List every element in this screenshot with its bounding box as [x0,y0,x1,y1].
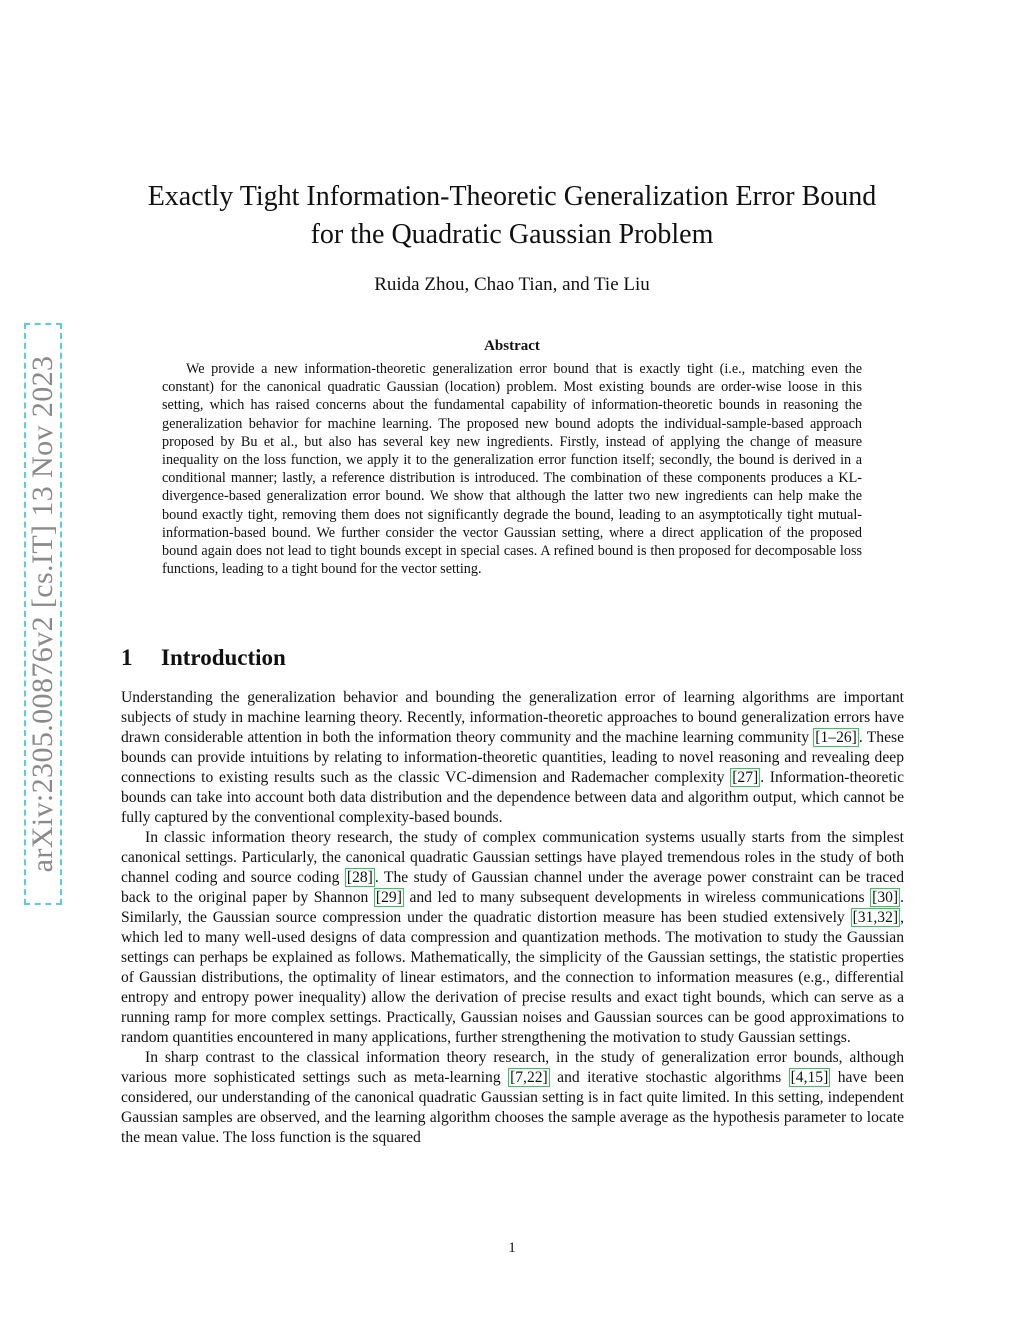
abstract-heading: Abstract [484,338,540,354]
abstract-text: We provide a new information-theoretic generalization error bound that is exactly tight (i.e., matching even the constant) for the canonical quadratic Gaussian (location) problem. Most existing bounds are order-wise loose in this setting, which has raised concerns about the fundamental capability of information-theoretic bounds in reasoning the generalization behavior for machine learning. The proposed new bound adopts the individual-sample-based approach proposed by Bu et al., but also has several key new ingredients. Firstly, instead of applying the change of measure inequality on the loss function, we apply it to the generalization error function itself; secondly, the bound is derived in a conditional manner; lastly, a reference distribution is introduced. The combination of these components produces a KL-divergence-based generalization error bound. We show that although the latter two new ingredients can help make the bound exactly tight, removing them does not significantly degrade the bound, leading to an asymptotically tight mutual-information-based bound. We further consider the vector Gaussian setting, where a direct application of the proposed bound again does not lead to tight bounds except in special cases. A refined bound is then proposed for decomposable loss functions, leading to a tight bound for the vector setting. [162,361,862,578]
citation-link[interactable]: [1–26] [815,729,857,746]
paragraph-1: Understanding the generalization behavior and bounding the generalization error of learning algorithms are important subjects of study in machine learning theory. Recently, information-theoretic approaches to bound generalization errors have drawn considerable attention in both the information theory community and the machine learning community [1–26] . These bounds can provide intuitions by relating to information-theoretic quantities, leading to novel reasoning and revealing deep connections to existing results such as the classic VC-dimension and Rademacher complexity [27] . Information-theoretic bounds can take into account both data distribution and the dependence between data and algorithm output, which cannot be fully captured by the conventional complexity-based bounds. [121,689,904,826]
section-number: 1 [121,645,133,670]
body-text [121,688,904,1148]
citation-link[interactable]: [27] [732,769,759,786]
section-title: Introduction [161,645,286,670]
arxiv-identifier[interactable]: arXiv:2305.00876v2 [cs.IT] 13 Nov 2023 [26,355,59,873]
citation-link[interactable]: [29] [375,889,402,906]
authors: Ruida Zhou, Chao Tian, and Tie Liu [374,274,650,295]
citation-link[interactable]: [31,32] [852,909,899,926]
paper-title [112,178,912,254]
paragraph-2: In classic information theory research, the study of complex communication systems usually starts from the simplest canonical settings. Particularly, the canonical quadratic Gaussian settings have played tremendous roles in the study of both channel coding and source coding [28] . The study of Gaussian channel under the average power constraint can be traced back to the original paper by Shannon [29] and led to many subsequent developments in wireless communications [30] . Similarly, the Gaussian source compression under the quadratic distortion measure has been studied extensively [31,32] , which led to many well-used designs of data compression and quantization methods. The motivation to study the Gaussian settings can perhaps be explained as follows. Mathematically, the simplicity of the Gaussian settings, the statistic properties of Gaussian distributions, the optimality of linear estimators, and the connection to information measures (e.g., differential entropy and entropy power inequality) allow the derivation of precise results and exact tight bounds, which can serve as a running ramp for more complex settings. Practically, Gaussian noises and Gaussian sources can be good approximations to random quantities encountered in many applications, further strengthening the motivation to study Gaussian settings. [121,829,905,1046]
page-number: 1 [508,1240,516,1256]
citation-link[interactable]: [7,22] [510,1069,548,1086]
paragraph-3: In sharp contrast to the classical information theory research, in the study of generalization error bounds, although various more sophisticated settings such as meta-learning [7,22] and iterative stochastic algorithms [4,15] have been considered, our understanding of the canonical quadratic Gaussian setting is in fact quite limited. In this setting, independent Gaussian samples are observed, and the learning algorithm chooses the sample average as the hypothesis parameter to locate the mean value. The loss function is the squared [121,1049,904,1146]
title-line-2: for the Quadratic Gaussian Problem [310,219,714,250]
title-line-1: Exactly Tight Information-Theoretic Generalization Error Bound [147,181,877,212]
citation-link[interactable]: [4,15] [790,1069,829,1086]
citation-link[interactable]: [28] [346,869,373,886]
citation-link[interactable]: [30] [872,889,899,906]
section-heading [121,645,286,671]
